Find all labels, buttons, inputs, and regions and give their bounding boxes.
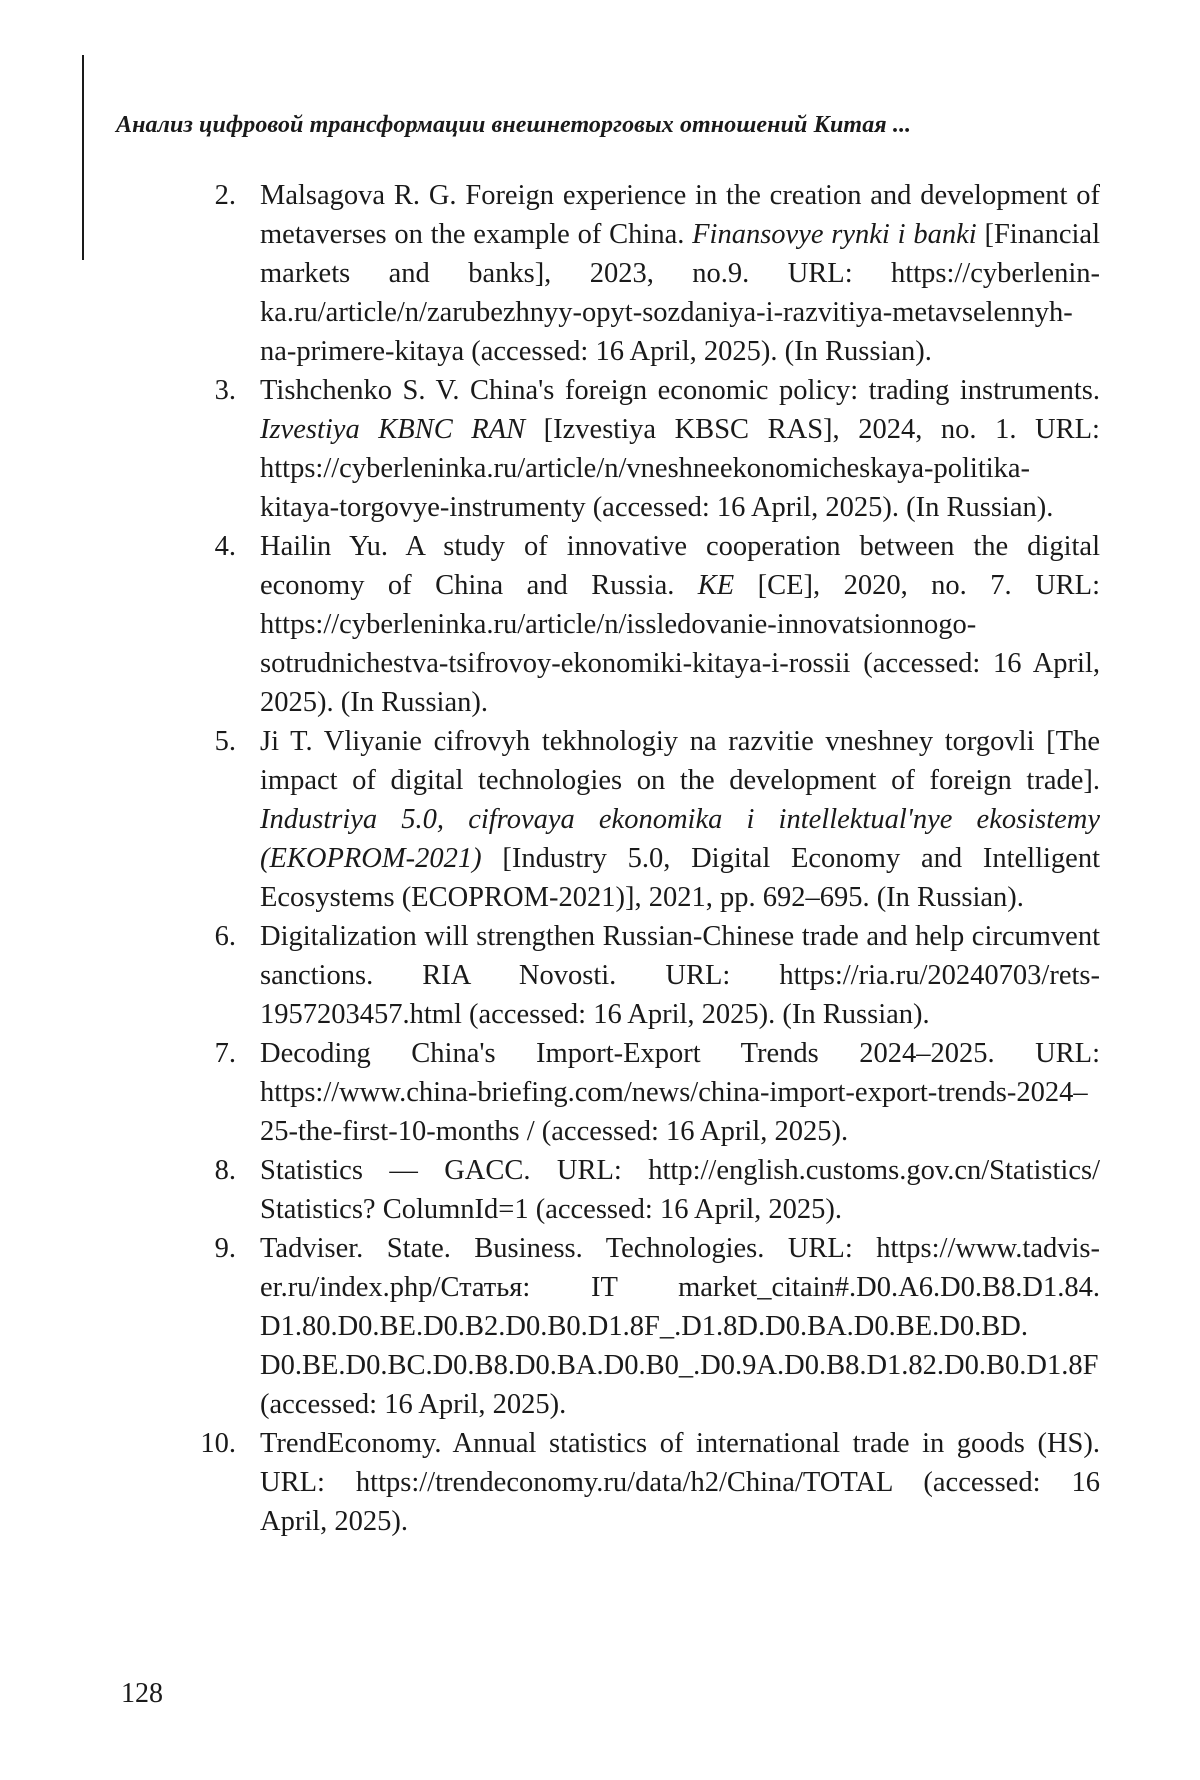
reference-number: 4. — [176, 527, 260, 566]
reference-item-5 — [176, 722, 1100, 917]
reference-item-6 — [176, 917, 1100, 1034]
journal-title: Finansovye rynki i banki — [692, 219, 977, 250]
reference-item-2 — [176, 176, 1100, 371]
reference-item-10 — [176, 1424, 1100, 1541]
reference-text: Tishchenko S. V. China's foreign economic policy: trading instru­ments. Izvestiya KBNC RAN [Izvestiya KBSC RAS], 2024, no. 1. URL: https://cyberleninka.ru/article/n/vneshneekonomicheskaya-politika-kitaya-torgovye-instrumenty (accessed: 16 April, 2025). (In Russian). — [260, 371, 1100, 527]
reference-number: 9. — [176, 1229, 260, 1268]
reference-text: Statistics — GACC. URL: http://english.customs.gov.cn/Statistics/​Statistics? ColumnId=1 (accessed: 16 April, 2025). — [260, 1151, 1100, 1229]
page-number: 128 — [121, 1678, 163, 1710]
journal-title: Industriya 5.0, cifrovaya ekonomika i intellektual'nye ekosistemy (EKOPROM-2021) — [260, 804, 1100, 874]
reference-number: 3. — [176, 371, 260, 410]
reference-number: 7. — [176, 1034, 260, 1073]
reference-item-3 — [176, 371, 1100, 527]
reference-item-7 — [176, 1034, 1100, 1151]
reference-item-9 — [176, 1229, 1100, 1424]
reference-number: 10. — [176, 1424, 260, 1463]
reference-text: Tadviser. State. Business. Technologies. URL: https://www.tadvis­er.ru/index.php/Статья: IT market_citain#.D0.A6.D0.B8.D1.84.​D1.80.D0.BE.D0.B2.D0.B0.D1.8F_.D1.8D.D0.BA.D0.BE.D0.BD.​D0.BE.D0.BC.D0.B8.D0.BA.D0.B0_.D0.9A.D0.B8.D1.82.D0.B0.​D1.8F (accessed: 16 April, 2025). — [260, 1229, 1100, 1424]
reference-number: 5. — [176, 722, 260, 761]
reference-number: 2. — [176, 176, 260, 215]
reference-text: TrendEconomy. Annual statistics of international trade in goods (HS). URL: https://trendeconomy.ru/data/h2/China/TOTAL (ac­cessed: 16 April, 2025). — [260, 1424, 1100, 1541]
journal-title: Izvestiya KBNC RAN — [260, 414, 525, 445]
reference-list — [176, 176, 1100, 1541]
reference-number: 6. — [176, 917, 260, 956]
reference-item-8 — [176, 1151, 1100, 1229]
reference-text: Malsagova R. G. Foreign experience in the creation and development of metaverses on the example of China. Finansovye rynki i banki [Financial markets and banks], 2023, no.9. URL: https://cyberlenin­ka.ru/article/n/zarubezhnyy-opyt-sozdaniya-i-razvitiya-metavsel­ennyh-na-primere-kitaya (accessed: 16 April, 2025). (In Russian). — [260, 176, 1100, 371]
reference-text: Ji T. Vliyanie cifrovyh tekhnologiy na razvitie vneshney torgovli [The impact of digital technologies on the development of for­eign trade]. Industriya 5.0, cifrovaya ekonomika i intellektual'nye ekosistemy (EKOPROM-2021) [Industry 5.0, Digital Economy and Intelligent Ecosystems (ECOPROM-2021)], 2021, pp. 692–695. (In Russian). — [260, 722, 1100, 917]
reference-item-4 — [176, 527, 1100, 722]
reference-text: Hailin Yu. A study of innovative cooperation between the digi­tal economy of China and Russia. KE [CE], 2020, no. 7. URL: https://cyberleninka.ru/article/n/issledovanie-innovatsionnogo-sotrudnichestva-tsifrovoy-ekonomiki-kitaya-i-rossii (accessed: 16 April, 2025). (In Russian). — [260, 527, 1100, 722]
reference-text: Digitalization will strengthen Russian-Chinese trade and help cir­cumvent sanctions. RIA Novosti. URL: https://ria.ru/20240703/​rets-1957203457.html (accessed: 16 April, 2025). (In Russian). — [260, 917, 1100, 1034]
journal-title: KE — [698, 570, 734, 601]
reference-number: 8. — [176, 1151, 260, 1190]
reference-text: Decoding China's Import-Export Trends 2024–2025. URL: https://www.china-briefing.com/news/china-import-export-trends-2024–25-the-first-10-months / (accessed: 16 April, 2025). — [260, 1034, 1100, 1151]
margin-rule — [82, 55, 84, 260]
running-header: Анализ цифровой трансформации внешнеторговых отношений Китая ... — [116, 112, 911, 139]
